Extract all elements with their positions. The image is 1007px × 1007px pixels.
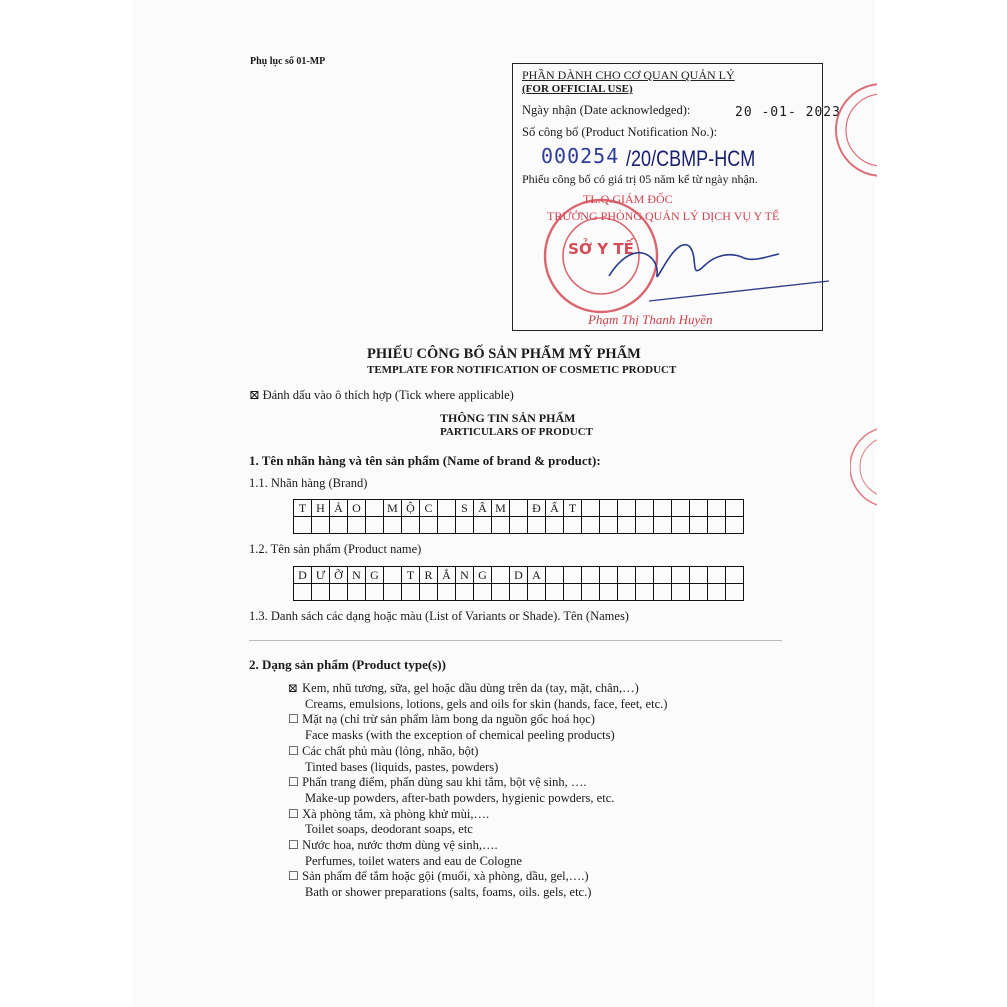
- grid-cell: A: [528, 567, 546, 584]
- tick-instruction: ⊠ Đánh dấu vào ô thích hợp (Tick where applicable): [249, 388, 514, 402]
- grid-cell: [294, 584, 312, 601]
- product-type-en: Toilet soaps, deodorant soaps, etc: [305, 822, 473, 837]
- grid-cell: [690, 500, 708, 517]
- grid-cell: N: [456, 567, 474, 584]
- checkbox-icon[interactable]: ☐: [288, 775, 299, 790]
- grid-cell: [708, 500, 726, 517]
- grid-cell: [546, 517, 564, 534]
- grid-cell: [564, 584, 582, 601]
- grid-cell: [492, 584, 510, 601]
- grid-cell: C: [420, 500, 438, 517]
- signer-name: Phạm Thị Thanh Huyền: [588, 312, 713, 327]
- grid-cell: [726, 584, 744, 601]
- product-type-item: [288, 681, 667, 713]
- grid-cell: [528, 517, 546, 534]
- heading-product-types: 2. Dạng sản phẩm (Product type(s)): [249, 657, 446, 672]
- seal-center-text: SỞ Y TẾ: [568, 240, 634, 258]
- grid-cell: [546, 584, 564, 601]
- grid-cell: M: [384, 500, 402, 517]
- grid-cell: [618, 500, 636, 517]
- grid-cell: [438, 584, 456, 601]
- edge-stamp-icon: [832, 70, 877, 195]
- grid-cell: [348, 584, 366, 601]
- product-type-vn: Phấn trang điểm, phấn dùng sau khi tắm, bột vệ sinh, ….: [302, 775, 587, 790]
- product-type-item: [288, 712, 615, 744]
- grid-cell: [582, 517, 600, 534]
- document-title-vn: PHIẾU CÔNG BỐ SẢN PHẨM MỸ PHẨM: [367, 346, 641, 362]
- product-type-en: Bath or shower preparations (salts, foams, oils. gels, etc.): [305, 885, 592, 900]
- product-type-item: [288, 869, 591, 901]
- grid-cell: [510, 517, 528, 534]
- grid-cell: [726, 517, 744, 534]
- grid-cell: [294, 517, 312, 534]
- grid-cell: [672, 500, 690, 517]
- product-type-item: [288, 775, 614, 807]
- grid-cell: [510, 500, 528, 517]
- grid-cell: [582, 567, 600, 584]
- grid-cell: [564, 517, 582, 534]
- grid-cell: [636, 500, 654, 517]
- grid-cell: [546, 567, 564, 584]
- grid-cell: [366, 517, 384, 534]
- grid-cell: [456, 517, 474, 534]
- annex-label: Phụ lục số 01-MP: [250, 56, 326, 67]
- grid-cell: [420, 584, 438, 601]
- product-type-en: Face masks (with the exception of chemical peeling products): [305, 728, 615, 743]
- grid-cell: R: [420, 567, 438, 584]
- grid-cell: [564, 567, 582, 584]
- checkbox-icon[interactable]: ⊠: [288, 681, 299, 695]
- divider: [249, 640, 782, 641]
- official-use-box: [512, 63, 841, 331]
- grid-cell: [402, 517, 420, 534]
- grid-cell: [438, 517, 456, 534]
- grid-cell: T: [294, 500, 312, 517]
- official-title-en: (FOR OFFICIAL USE): [522, 83, 633, 95]
- grid-cell: [582, 500, 600, 517]
- checkbox-icon[interactable]: ☐: [288, 806, 299, 821]
- grid-cell: [618, 567, 636, 584]
- grid-cell: [690, 517, 708, 534]
- grid-cell: [654, 584, 672, 601]
- document-title-en: TEMPLATE FOR NOTIFICATION OF COSMETIC PRODUCT: [367, 364, 677, 376]
- grid-cell: [330, 517, 348, 534]
- product-name-label: 1.2. Tên sản phẩm (Product name): [249, 542, 422, 556]
- grid-cell: S: [456, 500, 474, 517]
- product-type-item: [288, 807, 489, 839]
- validity-note: Phiếu công bố có giá trị 05 năm kể từ ngày nhận.: [522, 172, 758, 186]
- grid-cell: [366, 584, 384, 601]
- grid-cell: Ắ: [438, 567, 456, 584]
- grid-cell: [618, 517, 636, 534]
- product-type-item: [288, 838, 522, 870]
- grid-cell: [672, 584, 690, 601]
- grid-cell: [726, 567, 744, 584]
- grid-cell: [600, 584, 618, 601]
- product-char-grid: [293, 566, 744, 601]
- grid-cell: [474, 584, 492, 601]
- checkbox-icon[interactable]: ☐: [288, 838, 299, 852]
- grid-cell: [600, 567, 618, 584]
- grid-cell: [636, 567, 654, 584]
- grid-cell: [312, 584, 330, 601]
- grid-cell: [600, 500, 618, 517]
- grid-cell: [402, 584, 420, 601]
- grid-cell: D: [510, 567, 528, 584]
- product-type-item: [288, 744, 498, 776]
- notification-number-suffix: /20/CBMP-HCM: [626, 146, 756, 171]
- grid-cell: [636, 517, 654, 534]
- product-type-vn: Xà phòng tắm, xà phòng khử mùi,….: [302, 806, 490, 821]
- product-type-vn: Kem, nhũ tương, sữa, gel hoặc dầu dùng trên da (tay, mặt, chân,…): [302, 681, 639, 695]
- date-acknowledged-label: Ngày nhận (Date acknowledged):: [522, 103, 691, 117]
- grid-cell: Ấ: [546, 500, 564, 517]
- product-type-en: Perfumes, toilet waters and eau de Cologne: [305, 853, 522, 868]
- grid-cell: [708, 584, 726, 601]
- brand-char-grid: [293, 499, 744, 534]
- grid-cell: Â: [474, 500, 492, 517]
- grid-cell: N: [348, 567, 366, 584]
- grid-cell: H: [312, 500, 330, 517]
- grid-cell: [348, 517, 366, 534]
- grid-cell: O: [348, 500, 366, 517]
- checkbox-icon[interactable]: ☐: [288, 743, 299, 758]
- grid-cell: [384, 584, 402, 601]
- grid-cell: Ả: [330, 500, 348, 517]
- checkbox-icon[interactable]: ☐: [288, 869, 299, 884]
- grid-cell: T: [402, 567, 420, 584]
- grid-cell: [438, 500, 456, 517]
- grid-cell: [384, 567, 402, 584]
- product-type-en: Creams, emulsions, lotions, gels and oils for skin (hands, face, feet, etc.): [305, 696, 668, 711]
- grid-cell: Đ: [528, 500, 546, 517]
- grid-cell: [330, 584, 348, 601]
- brand-label: 1.1. Nhãn hàng (Brand): [249, 476, 368, 490]
- grid-cell: [708, 567, 726, 584]
- grid-cell: G: [366, 567, 384, 584]
- edge-stamp-icon: [850, 415, 877, 520]
- grid-cell: [690, 584, 708, 601]
- product-type-vn: Mặt nạ (chỉ trừ sản phẩm làm bong da nguồn gốc hoá học): [302, 712, 595, 727]
- grid-cell: [636, 584, 654, 601]
- section-title-vn: THÔNG TIN SẢN PHẨM: [440, 411, 576, 425]
- product-type-en: Tinted bases (liquids, pastes, powders): [305, 759, 499, 774]
- grid-cell: [654, 500, 672, 517]
- product-type-vn: Các chất phủ màu (lỏng, nhão, bột): [302, 743, 479, 758]
- grid-cell: [366, 500, 384, 517]
- variants-label: 1.3. Danh sách các dạng hoặc màu (List of Variants or Shade). Tên (Names): [249, 609, 629, 623]
- grid-cell: [654, 567, 672, 584]
- grid-cell: M: [492, 500, 510, 517]
- product-type-vn: Nước hoa, nước thơm dùng vệ sinh,….: [302, 838, 498, 852]
- signatory-department: TRƯỞNG PHÒNG QUẢN LÝ DỊCH VỤ Y TẾ: [547, 209, 780, 223]
- grid-cell: [474, 517, 492, 534]
- signatory-title: TL.Q.GIÁM ĐỐC: [583, 192, 673, 206]
- grid-cell: [618, 584, 636, 601]
- grid-cell: [654, 517, 672, 534]
- notification-number-serial: 000254: [541, 144, 620, 168]
- grid-cell: [420, 517, 438, 534]
- grid-cell: [510, 584, 528, 601]
- grid-cell: [672, 567, 690, 584]
- grid-cell: Ộ: [402, 500, 420, 517]
- grid-cell: [600, 517, 618, 534]
- notification-number-label: Số công bố (Product Notification No.):: [522, 125, 718, 139]
- grid-cell: [582, 584, 600, 601]
- grid-cell: [384, 517, 402, 534]
- grid-cell: [456, 584, 474, 601]
- official-title-vn: PHẦN DÀNH CHO CƠ QUAN QUẢN LÝ: [522, 68, 735, 82]
- grid-cell: [726, 500, 744, 517]
- heading-brand-product: 1. Tên nhãn hàng và tên sản phẩm (Name of brand & product):: [249, 453, 601, 468]
- grid-cell: G: [474, 567, 492, 584]
- grid-cell: Ư: [312, 567, 330, 584]
- date-acknowledged-value: 20 -01- 2023: [735, 105, 841, 120]
- grid-cell: D: [294, 567, 312, 584]
- grid-cell: [708, 517, 726, 534]
- grid-cell: [690, 567, 708, 584]
- grid-cell: [528, 584, 546, 601]
- grid-cell: T: [564, 500, 582, 517]
- checkbox-icon[interactable]: ☐: [288, 712, 299, 727]
- grid-cell: [492, 517, 510, 534]
- product-type-en: Make-up powders, after-bath powders, hygienic powders, etc.: [305, 790, 615, 805]
- product-type-vn: Sản phẩm để tắm hoặc gội (muối, xà phòng, dầu, gel,….): [302, 869, 589, 884]
- grid-cell: Ỡ: [330, 567, 348, 584]
- grid-cell: [312, 517, 330, 534]
- section-title-en: PARTICULARS OF PRODUCT: [440, 426, 594, 438]
- grid-cell: [672, 517, 690, 534]
- official-seal-icon: [539, 196, 829, 326]
- grid-cell: [492, 567, 510, 584]
